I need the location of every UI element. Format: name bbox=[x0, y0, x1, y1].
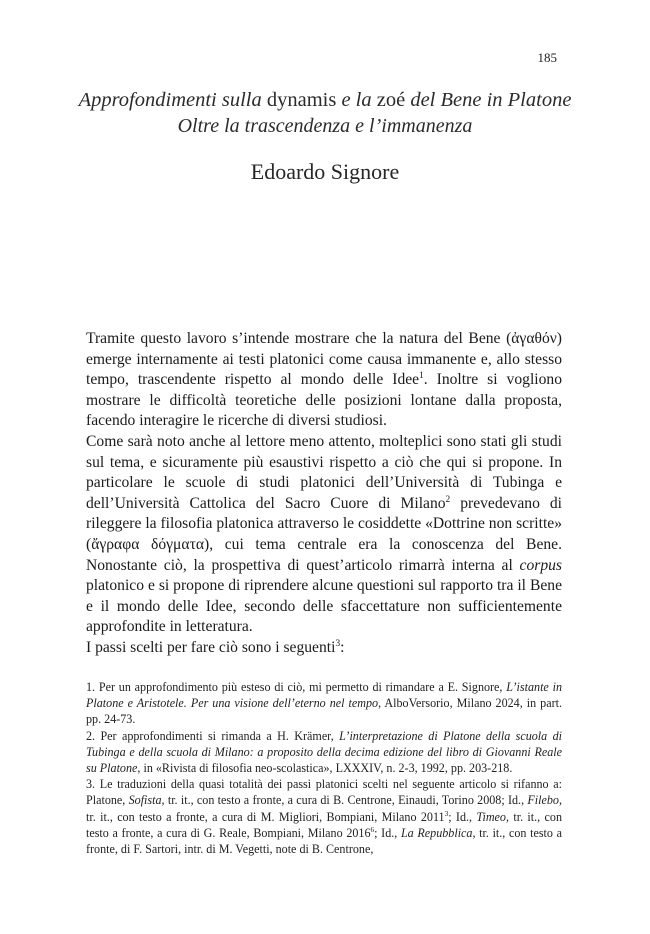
footnote-2: 2. Per approfondimenti si rimanda a H. Krämer, L’interpretazione di Platone della scuola di Tubinga e della scuola di Milano: a proposito della decima edizione del libro di Giovanni Reale su Platone, in «Rivista di filosofia neo-scolastica», LXXXIV, n. 2-3, 1992, pp. 203-218. bbox=[86, 728, 562, 776]
paragraph: Tramite questo lavoro s’intende mostrare che la natura del Bene (ἀγαθόν) emerge internamente ai testi platonici come causa immanente e, allo stesso tempo, trascendente rispetto al mondo delle Idee$^1$. Inoltre si vogliono mostrare le difficoltà teoretiche delle posizioni lontane dalla proposta, facendo interagire le ricerche di diversi studiosi. bbox=[86, 330, 562, 430]
page-number: 185 bbox=[537, 50, 557, 65]
title-roman-dynamis: dynamis bbox=[266, 89, 337, 111]
body-text bbox=[86, 329, 562, 659]
paragraph: I passi scelti per fare ciò sono i seguenti$^3$: bbox=[86, 638, 345, 656]
title-italic-part1: Approfondimenti sulla bbox=[78, 89, 262, 111]
footnote-ref[interactable]: 3 bbox=[335, 638, 341, 649]
author-name: Edoardo Signore bbox=[250, 159, 400, 184]
title-italic-part3: e la bbox=[341, 89, 372, 111]
footnote-ref[interactable]: 1 bbox=[419, 371, 424, 381]
footnote-ref[interactable]: 2 bbox=[445, 494, 451, 505]
title-italic-part5: del Bene in Platone bbox=[410, 89, 572, 111]
article-title bbox=[0, 88, 650, 113]
title-roman-zoe: zoé bbox=[376, 89, 406, 111]
article-subtitle: Oltre la trascendenza e l’immanenza bbox=[177, 115, 473, 137]
footnote-3: 3. Le traduzioni della quasi totalità dei passi platonici scelti nel seguente articolo si rifanno a: Platone, Sofista, tr. it., con testo a fronte, a cura di B. Centrone, Einaudi, Torino 2008; Id., Filebo, tr. it., con testo a fronte, a cura di M. Migliori, Bompiani, Milano 2011$^3$; Id., Timeo, tr. it., con testo a fronte, a cura di G. Reale, Bompiani, Milano 2016$^6$; Id., La Repubblica, tr. it., con testo a fronte, di F. Sartori, intr. di M. Vegetti, note di B. Centrone, bbox=[86, 777, 563, 857]
paragraph: Come sarà noto anche al lettore meno attento, molteplici sono stati gli studi sul tema, e sicuramente più esaustivi rispetto a ciò che qui si propone. In particolare le scuole di studi platonici dell’Università di Tubinga e dell’Università Cattolica del Sacro Cuore di Milano$^2$ prevedevano di rileggere la filosofia platonica attraverso le cosiddette «Dottrine non scritte» (ἄγραφα δόγματα), cui tema centrale era la conoscenza del Bene. Nonostante ciò, la prospettiva di quest’articolo rimarrà interna al corpus platonico e si propone di riprendere alcune questioni sul rapporto tra il Bene e il mondo delle Idee, secondo delle sfaccettature non sufficientemente approfondite in letteratura. bbox=[86, 432, 562, 636]
footnote-1: 1. Per un approfondimento più esteso di ciò, mi permetto di rimandare a E. Signore, L’istante in Platone e Aristotele. Per una visione dell’eterno nel tempo, AlboVersorio, Milano 2024, in part. pp. 24-73. bbox=[86, 680, 562, 727]
footnotes bbox=[86, 679, 562, 857]
